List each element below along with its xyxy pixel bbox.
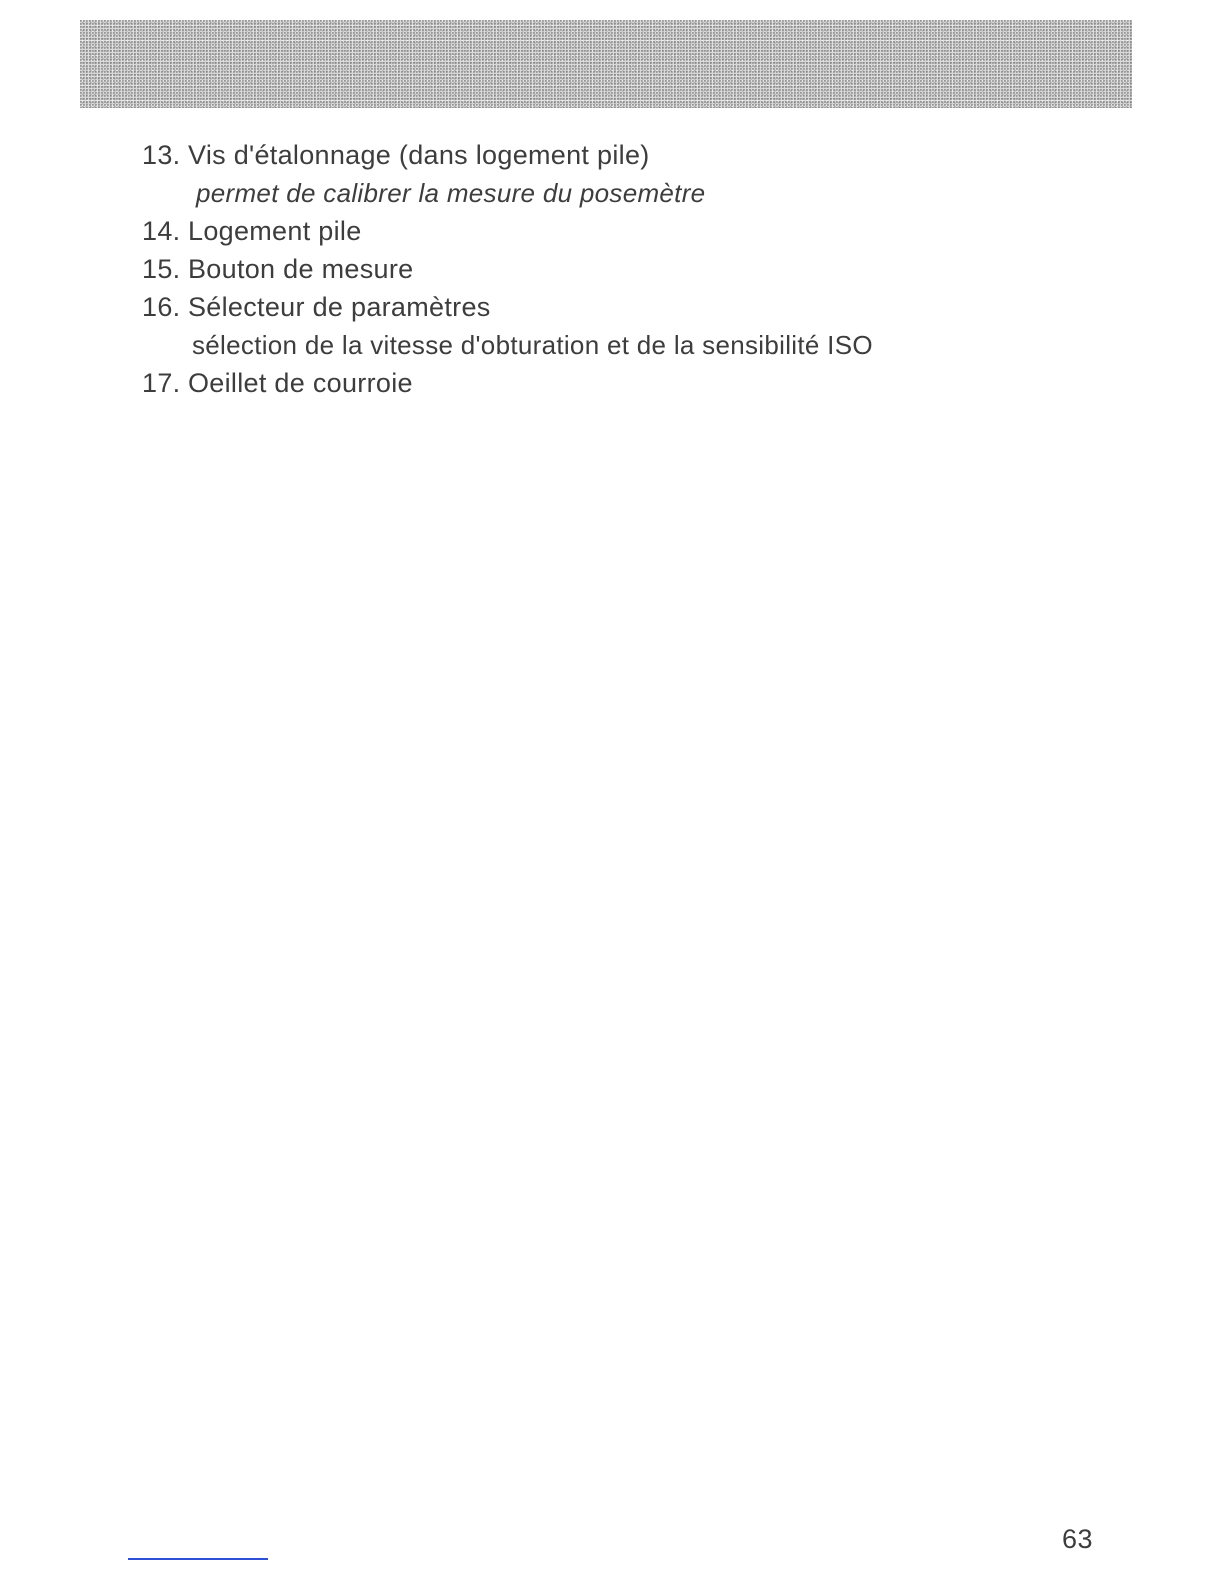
item-number: 17. (142, 368, 181, 398)
list-item-15 (142, 250, 1142, 288)
list-item-16 (142, 288, 1142, 326)
parts-list (142, 136, 1142, 402)
item-number: 14. (142, 216, 181, 246)
item-label: Sélecteur de paramètres (188, 292, 491, 322)
list-item-13 (142, 136, 1142, 174)
item-note: permet de calibrer la mesure du posemètre (196, 178, 706, 208)
item-label: Vis d'étalonnage (dans logement pile) (188, 140, 650, 170)
page-number: 63 (1062, 1524, 1094, 1554)
item-label: Logement pile (188, 216, 362, 246)
list-item-17 (142, 364, 1142, 402)
footer-rule (128, 1558, 268, 1560)
list-item-14 (142, 212, 1142, 250)
item-number: 13. (142, 140, 181, 170)
item-note: sélection de la vitesse d'obturation et de la sensibilité ISO (192, 330, 873, 360)
item-label: Oeillet de courroie (188, 368, 413, 398)
item-number: 16. (142, 292, 181, 322)
header-band (80, 20, 1132, 108)
item-number: 15. (142, 254, 181, 284)
item-label: Bouton de mesure (188, 254, 414, 284)
